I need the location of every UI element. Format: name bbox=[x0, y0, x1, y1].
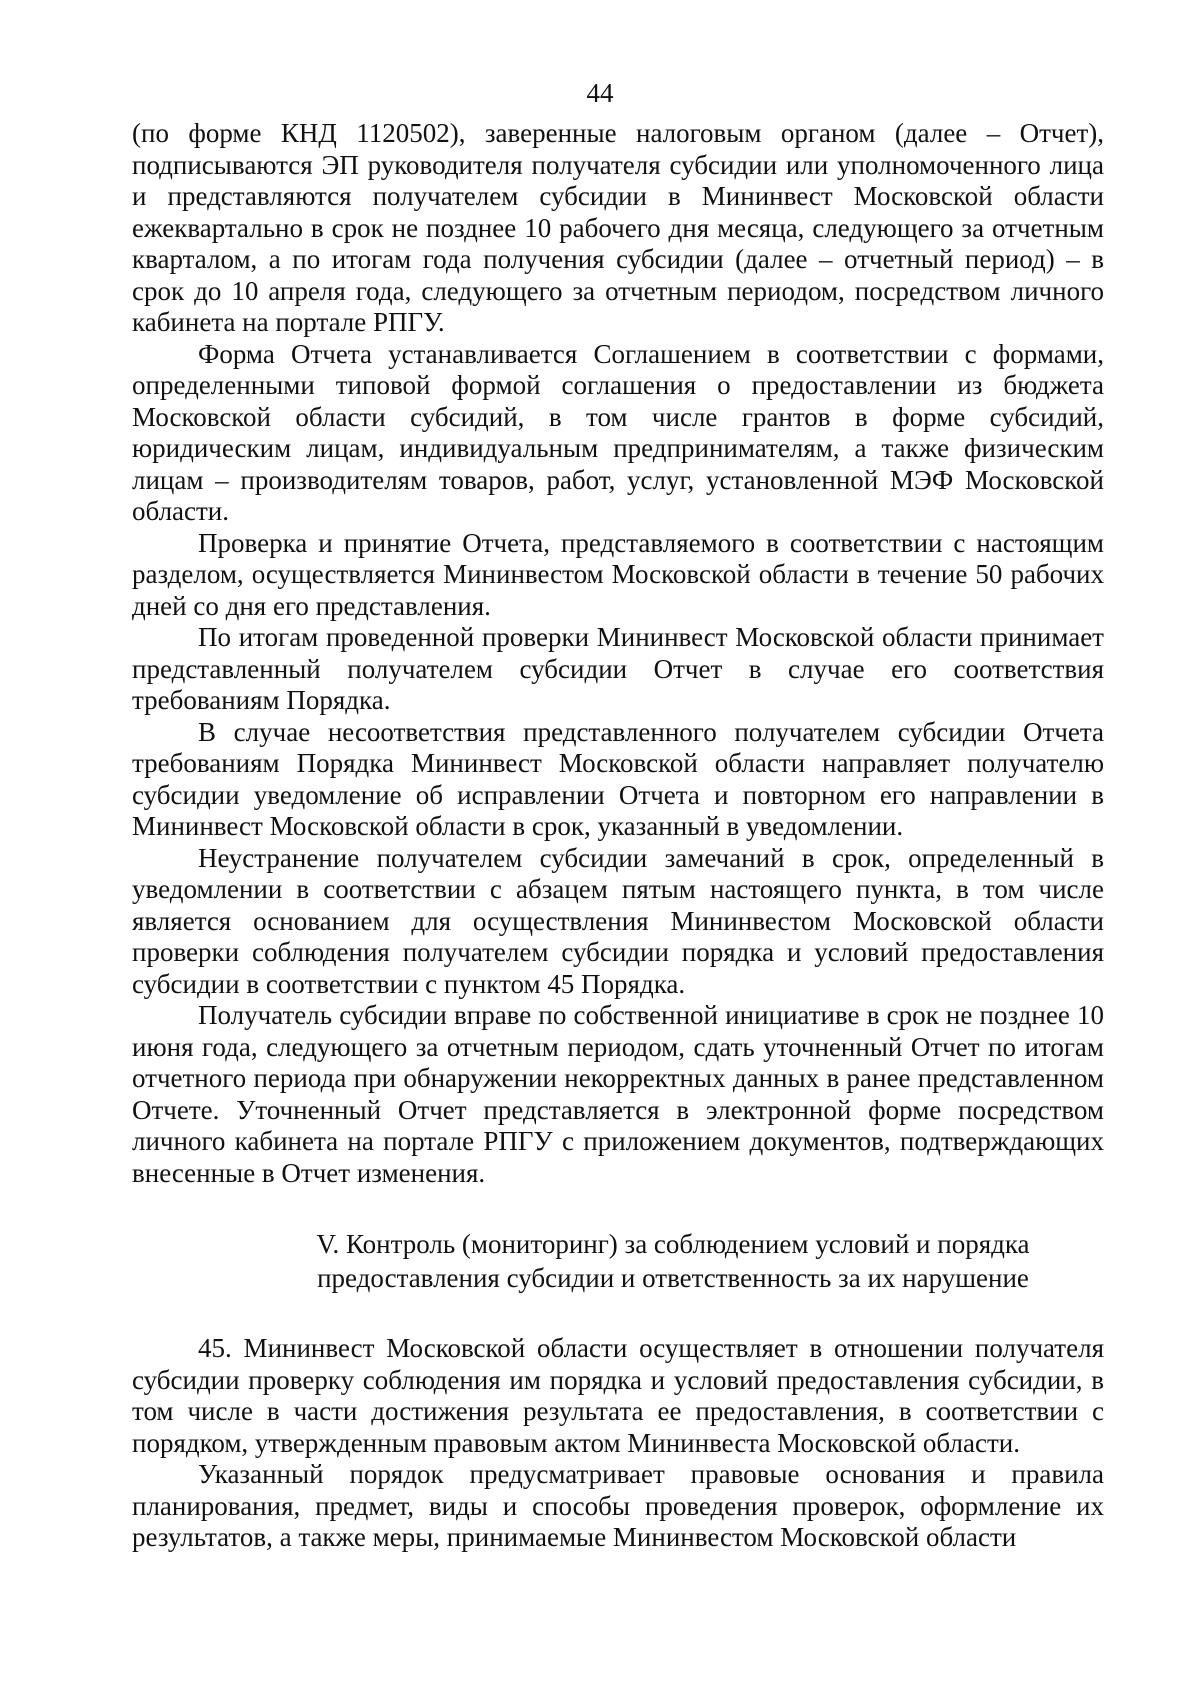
paragraph-report-acceptance: По итогам проведенной проверки Мининвест Московской области принимает представленный получателем субсидии Отчет в случае его соответствия требованиям Порядка. bbox=[132, 622, 1104, 715]
paragraph-corrected-report: Получатель субсидии вправе по собственной инициативе в срок не позднее 10 июня года, следующего за отчетным периодом, сдать уточненный Отчет по итогам отчетного периода при обнаружении некорректных данных в ранее представленном Отчете. Уточненный Отчет представляется в электронной форме посредством личного кабинета на портале РПГУ с приложением документов, подтверждающих внесенные в Отчет изменения. bbox=[132, 1000, 1104, 1188]
paragraph-report-form: Форма Отчета устанавливается Соглашением в соответствии с формами, определенными типовой формой соглашения о предоставлении из бюджета Московской области субсидий, в том числе грантов в форме субсидий, юридическим лицам, индивидуальным предпринимателям, а также физическим лицам – производителям товаров, работ, услуг, установленной МЭФ Московской области. bbox=[132, 338, 1104, 526]
page-number: 44 bbox=[586, 78, 614, 108]
section-heading-line-2: предоставления субсидии и ответственность за их нарушение bbox=[317, 1263, 1029, 1293]
document-body bbox=[132, 118, 1104, 1554]
paragraph-remarks-not-fixed: Неустранение получателем субсидии замечаний в срок, определенный в уведомлении в соответствии с абзацем пятым настоящего пункта, в том числе является основанием для осуществления Мининвестом Московской области проверки соблюдения получателем субсидии порядка и условий предоставления субсидии в соответствии с пунктом 45 Порядка. bbox=[132, 842, 1104, 999]
paragraph-item-45: 45. Мининвест Московской области осуществляет в отношении получателя субсидии проверку соблюдения им порядка и условий предоставления субсидии, в том числе в части достижения результата ее предоставления, в соответствии с порядком, утвержденным правовым актом Мининвеста Московской области. bbox=[132, 1333, 1104, 1458]
paragraph-procedure: Указанный порядок предусматривает правовые основания и правила планирования, предмет, виды и способы проведения проверок, оформление их результатов, а также меры, принимаемые Мининвестом Московской области bbox=[132, 1459, 1104, 1552]
paragraph-report-nonconformity: В случае несоответствия представленного получателем субсидии Отчета требованиям Порядка Мининвест Московской области направляет получателю субсидии уведомление об исправлении Отчета и повторном его направлении в Мининвест Московской области в срок, указанный в уведомлении. bbox=[132, 716, 1104, 841]
paragraph-report-check: Проверка и принятие Отчета, представляемого в соответствии с настоящим разделом, осуществляется Мининвестом Московской области в течение 50 рабочих дней со дня его представления. bbox=[132, 527, 1104, 621]
paragraph-continuation: (по форме КНД 1120502), заверенные налоговым органом (далее – Отчет), подписываются ЭП руководителя получателя субсидии или уполномоченного лица и представляются получателем субсидии в Мининвест Московской области ежеквартально в срок не позднее 10 рабочего дня месяца, следующего за отчетным кварталом, а по итогам года получения субсидии (далее – отчетный период) – в срок до 10 апреля года, следующего за отчетным периодом, посредством личного кабинета на портале РПГУ. bbox=[132, 118, 1104, 337]
section-heading-line-1: V. Контроль (мониторинг) за соблюдением условий и порядка bbox=[316, 1229, 1030, 1259]
section-heading bbox=[132, 1227, 1104, 1295]
